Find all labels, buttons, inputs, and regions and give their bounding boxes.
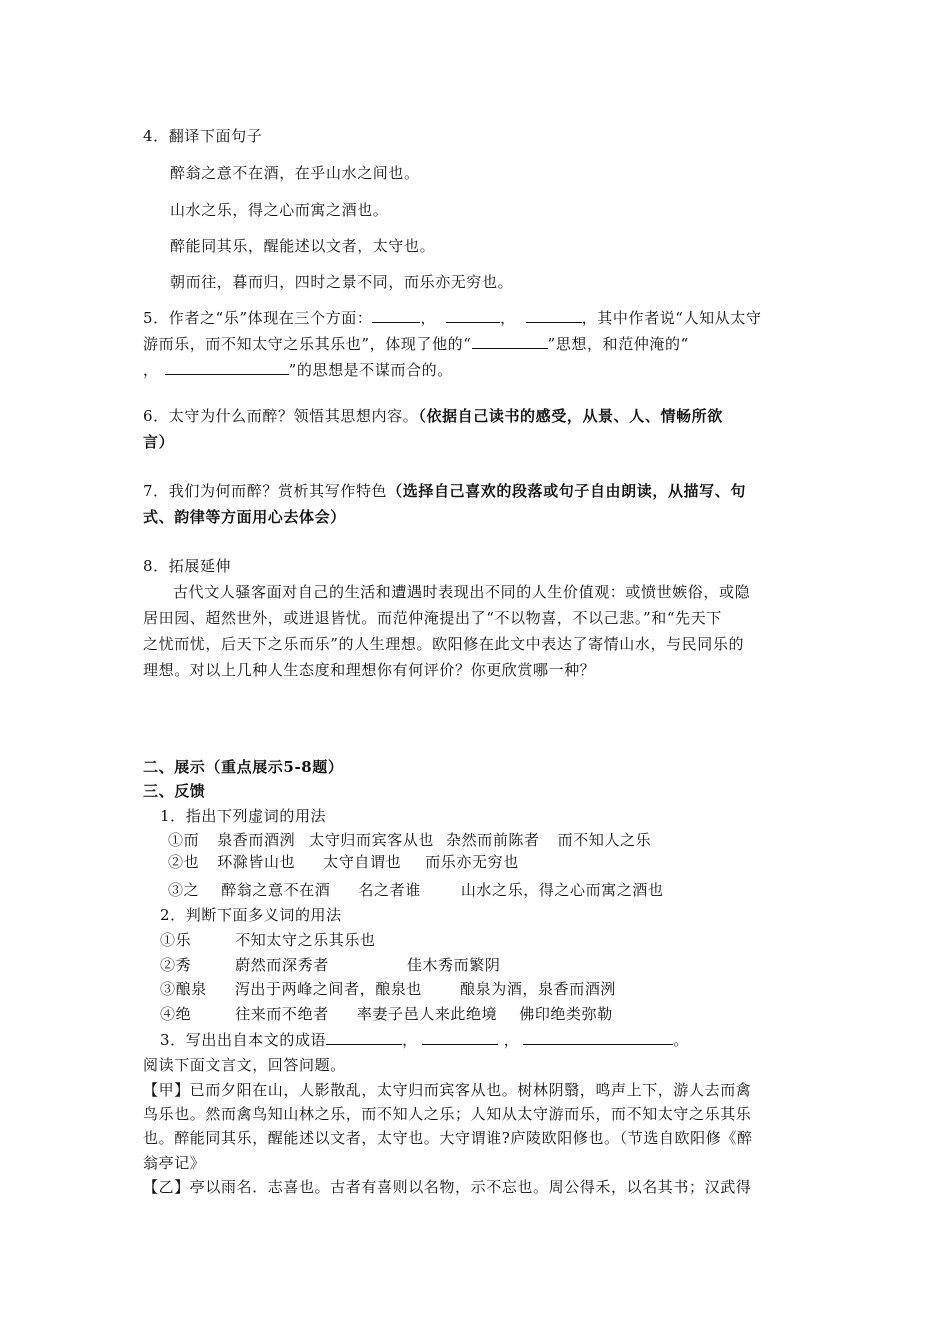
q6-line-1	[143, 406, 723, 426]
fb2-example: 佳木秀而繁阴	[406, 956, 501, 974]
answer-blank[interactable]	[422, 1030, 498, 1045]
q7-line-2: 式、韵律等方面用心去体会）	[143, 508, 346, 526]
fb1-example: 泉香而酒洌	[217, 831, 296, 849]
fb2-title: 2．判断下面多义词的用法	[160, 906, 342, 924]
q5-comma: ，	[420, 309, 437, 327]
q7-line-1	[143, 481, 746, 501]
fb1-row-3	[168, 880, 664, 900]
fb2-item-label: ③酿泉	[160, 980, 207, 998]
fb2-example: 蔚然而深秀者	[235, 956, 329, 974]
q4-sentence-1: 醉翁之意不在酒，在乎山水之间也。	[170, 164, 420, 182]
q5-line-1-tail: ，其中作者说“人知从太守	[581, 309, 762, 327]
fb1-example: 而乐亦无穷也	[425, 853, 519, 871]
fb1-item-label: ③之	[168, 881, 200, 899]
fb2-row-1	[160, 930, 376, 950]
fb1-row-1	[168, 830, 651, 850]
fb2-example: 佛印绝类弥勒	[519, 1005, 613, 1023]
q8-paragraph-line: 之忧而忧，后天下之乐而乐”的人生理想。欧阳修在此文中表达了寄情山水，与民同乐的	[143, 635, 745, 653]
fb1-item-label: ①而	[168, 831, 200, 849]
q5-comma: ，	[143, 361, 159, 379]
fb2-row-3	[160, 979, 616, 999]
fb1-example: 太守归而宾客从也	[309, 831, 435, 849]
fb1-example: 太守自谓也	[323, 853, 402, 871]
passage-yi-line: 【乙】亭以雨名．志喜也。古者有喜则以名物，示不忘也。周公得禾，以名其书；汉武得	[143, 1178, 752, 1196]
fb1-title: 1．指出下列虚词的用法	[160, 807, 327, 825]
fb2-example: 不知太守之乐其乐也	[235, 931, 376, 949]
fb1-example: 名之者谁	[358, 881, 421, 899]
q7-hint: （选择自己喜欢的段落或句子自由朗读，从描写、句	[387, 482, 746, 500]
answer-blank[interactable]	[526, 308, 582, 323]
q8-title: 8．拓展延伸	[143, 557, 232, 575]
answer-blank[interactable]	[372, 308, 420, 323]
q6-hint: （依据自己读书的感受，从景、人、情畅所欲	[418, 407, 723, 425]
fb2-row-2	[160, 955, 500, 975]
section-3-heading: 三、反馈	[143, 782, 206, 800]
fb3-row	[160, 1030, 689, 1050]
q4-sentence-2: 山水之乐，得之心而寓之酒也。	[170, 201, 389, 219]
fb3-period: 。	[673, 1031, 689, 1049]
q7-question: 7．我们为何而醉？赏析其写作特色	[143, 482, 388, 500]
fb3-title: 3．写出出自本文的成语	[160, 1031, 327, 1049]
answer-blank[interactable]	[523, 1030, 673, 1045]
section-2-heading: 二、展示（重点展示5-8题）	[143, 758, 344, 776]
q6-line-2: 言）	[143, 433, 175, 451]
passage-jia-line: 翁亭记》	[143, 1154, 206, 1172]
answer-blank[interactable]	[326, 1030, 402, 1045]
fb2-item-label: ①乐	[160, 931, 192, 949]
answer-blank[interactable]	[472, 334, 548, 349]
reading-intro: 阅读下面文言文，回答问题。	[143, 1056, 346, 1074]
fb2-item-label: ②秀	[160, 956, 192, 974]
fb2-row-4	[160, 1004, 613, 1024]
fb1-example: 山水之乐，得之心而寓之酒也	[460, 881, 664, 899]
passage-jia-line: 也。醉能同其乐，醒能述以文者，太守也。大守谓谁?庐陵欧阳修也。（节选自欧阳修《醉	[143, 1129, 753, 1147]
q5-line-2-tail: ”思想，和范仲淹的“	[547, 335, 689, 353]
q6-question: 6．太守为什么而醉？领悟其思想内容。	[143, 407, 419, 425]
passage-jia-line: 鸟乐也。然而禽鸟知山林之乐，而不知人之乐；人知从太守游而乐，而不知太守之乐其乐	[143, 1105, 752, 1123]
q5-line-1-text: 5．作者之“乐”体现在三个方面：	[143, 309, 373, 327]
q5-line-1	[143, 308, 762, 328]
q5-line-2	[143, 334, 689, 354]
q4-sentence-3: 醉能同其乐，醒能述以文者，太守也。	[170, 237, 436, 255]
fb2-example: 泻出于两峰之间者，酿泉也	[234, 980, 423, 998]
q8-paragraph-line: 古代文人骚客面对自己的生活和遭遇时表现出不同的人生价值观：或愤世嫉俗，或隐	[173, 583, 751, 601]
q8-paragraph-line: 理想。对以上几种人生态度和理想你有何评价？你更欣赏哪一种？	[143, 661, 596, 679]
fb2-example: 往来而不绝者	[235, 1005, 329, 1023]
answer-blank[interactable]	[165, 360, 289, 375]
fb1-row-2	[168, 852, 519, 872]
q4-sentence-4: 朝而往，暮而归，四时之景不同，而乐亦无穷也。	[170, 273, 514, 291]
q5-line-3-tail: ”的思想是不谋而合的。	[288, 361, 453, 379]
fb2-example: 酿泉为酒，泉香而酒洌	[460, 980, 617, 998]
passage-jia-line: 【甲】已而夕阳在山，人影散乱，太守归而宾客从也。树林阴翳，鸣声上下，游人去而禽	[143, 1081, 752, 1099]
fb1-item-label: ②也	[168, 853, 200, 871]
q5-line-2-text: 游而乐，而不知太守之乐其乐也”，体现了他的“	[143, 335, 472, 353]
fb3-comma: ，	[503, 1031, 520, 1049]
q5-line-3	[143, 360, 453, 380]
fb2-item-label: ④绝	[160, 1005, 192, 1023]
q4-title: 4．翻译下面句子	[143, 127, 263, 145]
q8-paragraph-line: 居田园、超然世外，或进退皆忧。而范仲淹提出了“不以物喜，不以己悲。”和“先天下	[143, 609, 722, 627]
fb3-comma: ，	[402, 1031, 418, 1049]
fb1-example: 环滁皆山也	[217, 853, 296, 871]
fb1-example: 醉翁之意不在酒	[221, 881, 331, 899]
answer-blank[interactable]	[446, 308, 500, 323]
fb1-example: 而不知人之乐	[557, 831, 652, 849]
q5-comma: ，	[500, 309, 516, 327]
fb1-example: 杂然而前陈者	[446, 831, 540, 849]
fb2-example: 率妻子邑人来此绝境	[356, 1005, 498, 1023]
